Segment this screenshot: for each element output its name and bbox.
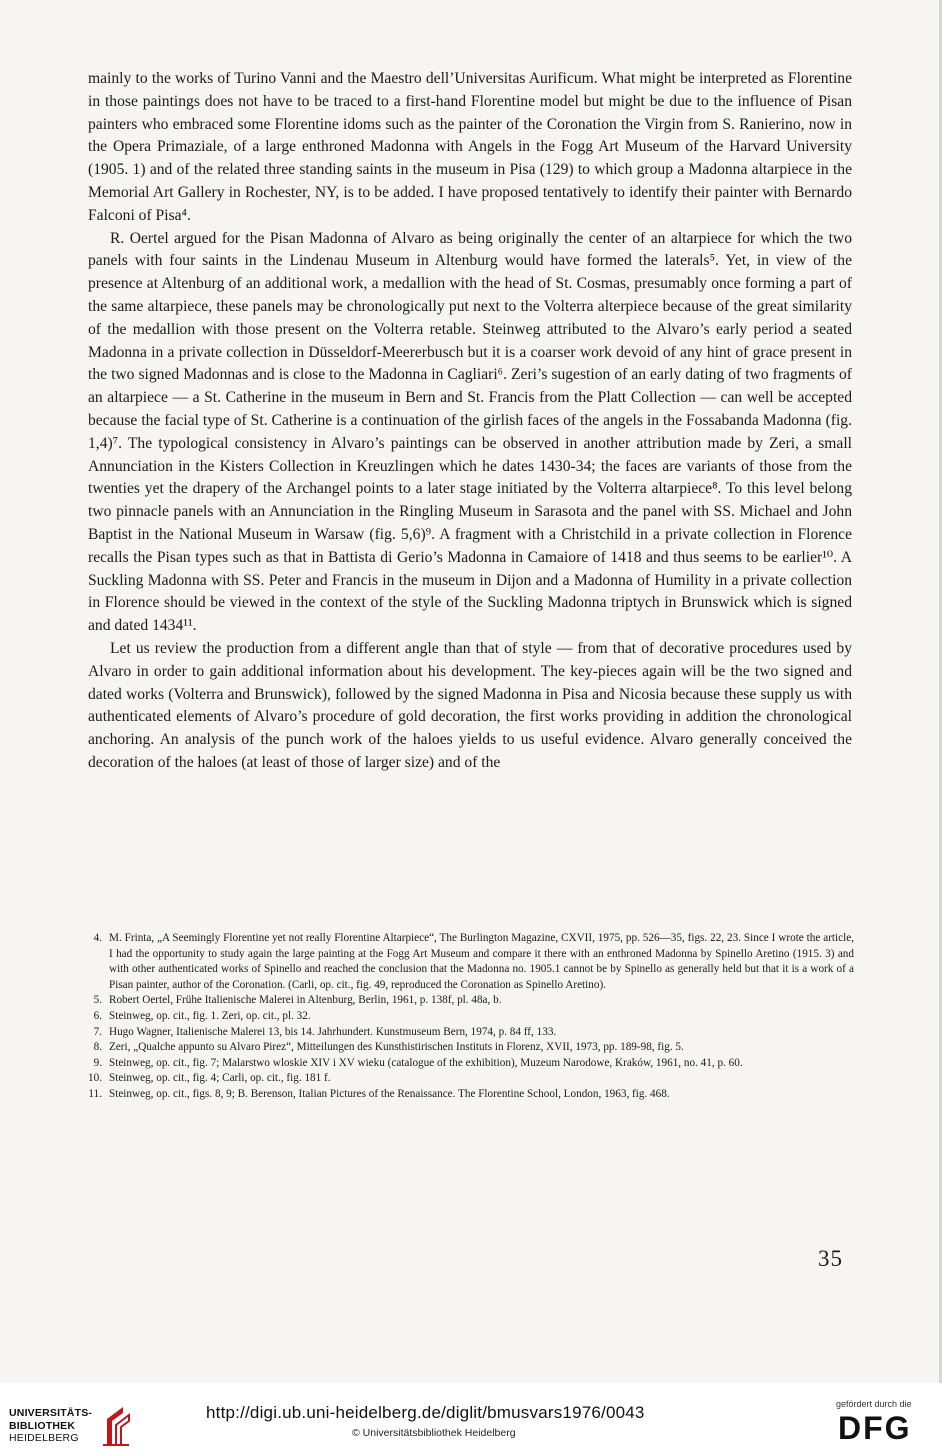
library-logo-icon[interactable] [101,1405,131,1447]
viewer-footer [0,1383,942,1454]
footnote [82,931,854,993]
footnote-text: Hugo Wagner, Italienische Malerei 13, bis 14. Jahrhundert. Kunstmuseum Bern, 1974, p. 84 ff, 133. [109,1025,557,1038]
sponsor-label: gefördert durch die [836,1399,912,1409]
footnote [82,993,854,1009]
footnote [82,1025,854,1041]
paragraph: Let us review the production from a different angle than that of style — from that of decorative procedures used by Alvaro in order to gain additional information about his development. The key-pieces again will be the two signed and dated works (Volterra and Brunswick), followed by the signed Madonna in Pisa and Nicosia because these supply us with authenticated elements of Alvaro’s procedure of gold decoration, the first works providing in addition the chronological anchoring. An analysis of the punch work of the haloes yields to us useful evidence. Alvaro generally conceived the decoration of the haloes (at least of those of larger size) and of the [88,639,852,771]
footnote-text: Steinweg, op. cit., figs. 8, 9; B. Berenson, Italian Pictures of the Renaissance. The Florentine School, London, 1963, fig. 468. [109,1087,670,1100]
dfg-logo[interactable]: DFG [838,1410,912,1446]
footnote-text: Zeri, „Qualche appunto su Alvaro Pirez“, Mitteilungen des Kunsthistirischen Instituts in Florenz, XVII, 1973, pp. 189-98, fig. 5. [109,1041,684,1054]
footnote-number: 11. [88,1087,102,1100]
footnote-number: 7. [93,1025,102,1038]
footnote-text: Steinweg, op. cit., fig. 4; Carli, op. cit., fig. 181 f. [109,1072,331,1085]
footnote-number: 9. [93,1056,102,1069]
footnote [82,1040,854,1056]
library-logo-text[interactable] [9,1407,92,1445]
paragraph: R. Oertel argued for the Pisan Madonna of Alvaro as being originally the center of an altarpiece for which the two panels with four saints in the Lindenau Museum in Altenburg would have formed the laterals⁵. Yet, in view of the presence at Altenburg of an additional work, a medallion with the head of St. Cosmas, presumably once forming a part of the same altarpiece, these panels may be chronologically put next to the Volterra alterpiece because of the great similarity of the medallion with those present on the Volterra retable. Steinweg attributed to the Alvaro’s early period a seated Madonna in a private collection in Düsseldorf-Meererbusch but it is a coarser work devoid of any hint of grace present in the two signed Madonnas and is close to the Madonna in Cagliari⁶. Zeri’s sugestion of an early dating of two fragments of an altarpiece — a St. Catherine in the museum in Bern and St. Francis from the Platt Collection — can well be accepted because the facial type of St. Catherine is a continuation of the girlish faces of the angels in the Fossabanda Madonna (fig. 1,4)⁷. The typological consistency in Alvaro’s paintings can be observed in another attribution made by Zeri, a small Annunciation in the Kisters Collection in Kreuzlingen which he dates 1430-34; the faces are variants of those from the twenties yet the drapery of the Archangel points to a later stage initiated by the Volterra altarpiece⁸. To this level belong two pinnacle panels with an Annunciation in the Ringling Museum in Sarasota and the panel with SS. Michael and John Baptist in the National Museum in Warsaw (fig. 5,6)⁹. A fragment with a Christchild in a private collection in Florence recalls the Pisan types such as that in Battista di Gerio’s Madonna in Camaiore of 1418 and thus seems to be earlier¹⁰. A Suckling Madonna with SS. Peter and Francis in the museum in Dijon and a Madonna of Humility in a private collection in Florence should be viewed in the context of the style of the Suckling Madonna triptych in Brunswick which is signed and dated 1434¹¹. [88,229,852,635]
footnote [82,1087,854,1103]
footnote-number: 5. [93,994,102,1007]
copyright-notice: © Universitätsbibliothek Heidelberg [352,1427,516,1439]
footnote-text: Robert Oertel, Frühe Italienische Malerei in Altenburg, Berlin, 1961, p. 138f, pl. 48a, b. [109,994,502,1007]
footnote-number: 10. [88,1072,102,1085]
library-name-line: BIBLIOTHEK [9,1419,76,1432]
footnote-number: 6. [93,1009,102,1022]
paragraph: mainly to the works of Turino Vanni and the Maestro dell’Universitas Aurificum. What might be interpreted as Florentine in those paintings does not have to be traced to a first-hand Florentine model but might be due to the influence of Pisan painters who embraced some Florentine idoms such as the painter of the Coronation the Virgin from S. Ranierino, now in the Opera Primaziale, of a large enthroned Madonna with Angels in the Fogg Art Museum of the Harvard University (1905. 1) and of the related three standing saints in the museum in Pisa (129) to which group a Madonna altarpiece in the Memorial Art Gallery in Rochester, NY, is to be added. I have proposed tentatively to identify their painter with Bernardo Falconi of Pisa⁴. [88,70,852,224]
footnote-text: Steinweg, op. cit., fig. 7; Malarstwo wloskie XIV i XV wieku (catalogue of the exhibition), Muzeum Narodowe, Kraków, 1961, no. 41, p. 60. [109,1056,743,1069]
footnote [82,1009,854,1025]
footnote-number: 8. [93,1041,102,1054]
footnote-number: 4. [93,932,102,944]
library-name-line: HEIDELBERG [9,1432,79,1444]
footnote-text: Steinweg, op. cit., fig. 1. Zeri, op. cit., pl. 32. [109,1009,311,1022]
body-text [88,68,852,775]
footnote [82,1056,854,1072]
permalink-url[interactable]: http://digi.ub.uni-heidelberg.de/diglit/bmusvars1976/0043 [206,1403,645,1422]
footnote-text: M. Frinta, „A Seemingly Florentine yet not really Florentine Altarpiece“, The Burlington Magazine, CXVII, 1975, pp. 526—35, figs. 22, 23. Since I wrote the article, I had the opportunity to study again the large painting at the Fogg Art Museum and compare it there with an enthroned Madonna by Spinello Aretino (1915. 3) and with other authenticated works of Spinello and reached the conclusion that the Madonna no. 1905.1 cannot be by Spinello as generally held but that it is a work of a Pisan painter, author of the Coronation. (Carli, op. cit., fig. 49, reproduced the Coronation as Spinello Aretino). [109,932,854,991]
library-name-line: UNIVERSITÄTS- [9,1407,93,1419]
footnote [82,1071,854,1087]
footnotes [82,931,854,1103]
page-number: 35 [818,1246,843,1271]
